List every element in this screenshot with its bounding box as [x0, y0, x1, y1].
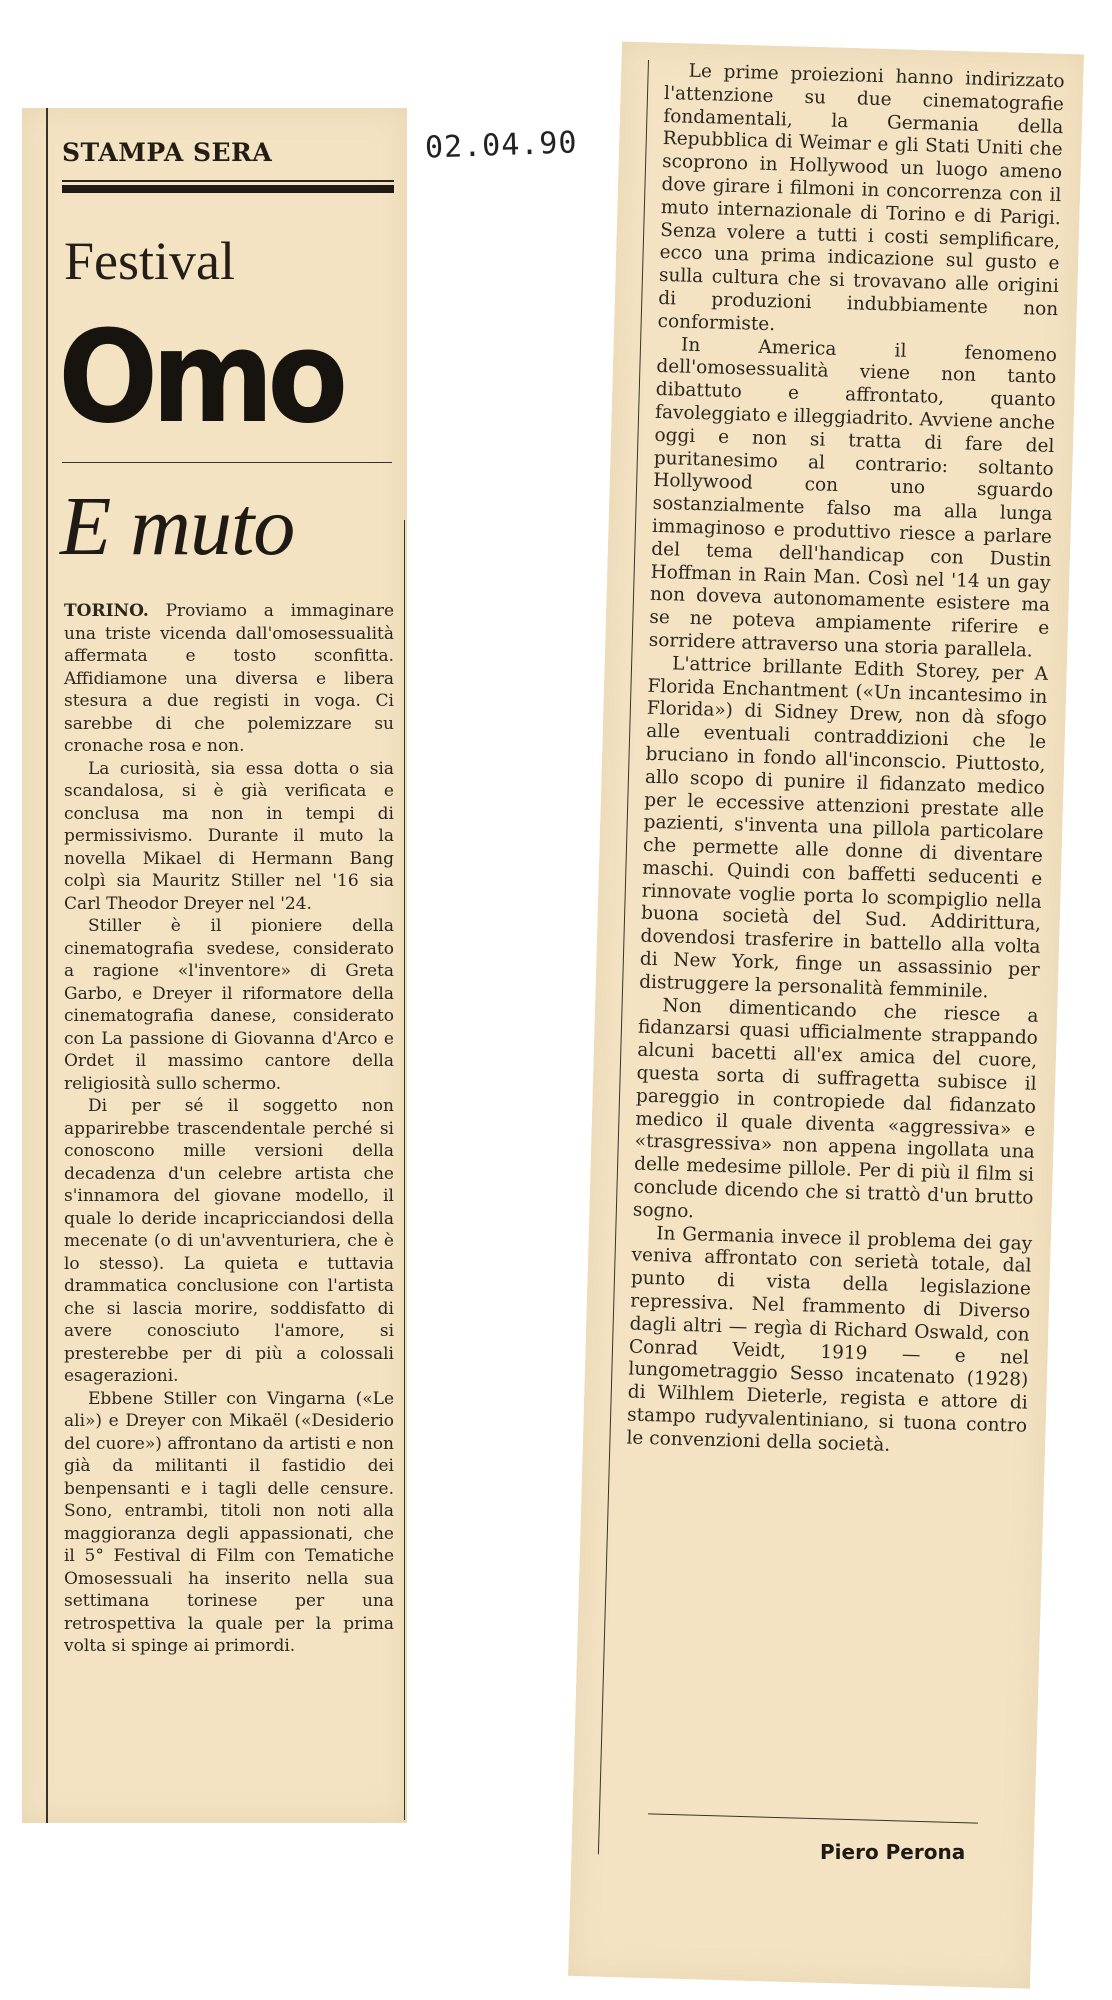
paragraph: La curiosità, sia essa dotta o sia scandalosa, si è già verificata e conclusa ma non in tempi di permissivismo. Durante il muto la novella Mikael di Hermann Bang colpì sia Mauritz Stiller nel '16 sia Carl Theodor Dreyer nel '24.: [64, 758, 394, 914]
handwritten-date: 02.04.90: [424, 125, 579, 166]
article-body-right: [626, 60, 1065, 1461]
column-rule-left: [46, 108, 48, 1823]
article-subhead: E muto: [60, 480, 295, 573]
article-headline: Omo: [58, 302, 342, 452]
paragraph: Ebbene Stiller con Vingarna («Le ali») e Dreyer con Mikaël («Desiderio del cuore») affrontano da artisti e non già da militanti il fastidio dei benpensanti e i tagli delle censure. Sono, entrambi, titoli non noti alla maggioranza degli appassionati, che il 5° Festival di Film con Tematiche Omosessuali ha inserito nella sua settimana torinese per una retrospettiva la quale per la prima volta si spinge ai primordi.: [64, 1388, 394, 1656]
article-kicker: Festival: [64, 231, 235, 291]
author-byline: Piero Perona: [820, 1840, 966, 1864]
paragraph: TORINO. Proviamo a immaginare una triste vicenda dall'omosessualità affermata e tosto sconfitta. Affidiamone una diversa e libera stesura a due registi in voga. Ci sarebbe di che polemizzare su cronache rosa e non.: [64, 601, 394, 756]
article-body-left: [64, 600, 394, 1658]
paragraph: Stiller è il pioniere della cinematografia svedese, considerato a ragione «l'inventore» di Greta Garbo, e Dreyer il riformatore della cinematografia danese, considerato con La passione di Giovanna d'Arco e Ordet il massimo cantore della religiosità sullo schermo.: [64, 916, 394, 1094]
masthead-rule-thin: [62, 180, 394, 182]
paragraph: L'attrice brillante Edith Storey, per A Florida Enchantment («Un incantesimo in Florida») di Sidney Drew, non dà sfogo alle eventuali contraddizioni che le bruciano in fondo all'inconscio. Piuttosto, allo scopo di punire il fidanzato medico per le eccessive attenzioni prestate alle pazienti, s'inventa una pillola particolare che permette alle donne di diventare maschi. Quindi con baffetti seducenti e rinnovate voglie porta lo scompiglio nella buona società del Sud. Addirittura, dovendosi trasferire in battello alla volta di New York, finge un assassinio per distruggere la personalità femminile.: [638, 653, 1049, 1003]
paragraph: Le prime proiezioni hanno indirizzato l'attenzione su due cinematografie fondamentali, la Germania della Repubblica di Weimar e gli Stati Uniti che scoprono in Hollywood un luogo ameno dove girare i filmoni in concorrenza con il muto internazionale di Torino e di Parigi. Senza volere a tutti i costi semplificare, ecco una prima indicazione sul gusto e sulla cultura che si trovavano alle origini di produzioni indubbiamente non conformiste.: [657, 60, 1065, 335]
newspaper-masthead: STAMPA SERA: [62, 138, 273, 167]
headline-rule: [62, 462, 392, 463]
paragraph: Di per sé il soggetto non apparirebbe trascendentale perché si conoscono mille versioni della decadenza d'un celebre artista che s'innamora del giovane modello, il quale lo deride incapricciandosi della mecenate (o di un'avventuriera, che è lo stesso). La quieta e tuttavia drammatica conclusione con l'artista che si lascia morire, soddisfatto di avere conosciuto l'amore, si presterebbe per di più a colossali esagerazioni.: [64, 1096, 394, 1386]
paragraph: In America il fenomeno dell'omosessualità viene non tanto dibattuto e affrontato, quanto favoleggiato e illeggiadrito. Avviene anche oggi e non si tratta di fare del puritanesimo al contrario: soltanto Hollywood con uno sguardo sostanzialmente falso ma alla lunga immaginoso e produttivo riesce a parlare del tema dell'handicap con Dustin Hoffman in Rain Man. Così nel '14 un gay non doveva autonomamente esistere ma se ne poteva ampiamente riferire e sorridere attraverso una storia parallela.: [648, 334, 1058, 662]
paragraph: In Germania invece il problema dei gay veniva affrontato con serietà totale, dal punto di vista della legislazione repressiva. Nel frammento di Diverso dagli altri — regìa di Richard Oswald, con Conrad Veidt, 1919 — e nel lungometraggio Sesso incatenato (1928) di Wilhlem Dieterle, regista e attore di stampo rudyvalentiniano, si tuona contro le convenzioni della società.: [626, 1222, 1033, 1456]
dateline: TORINO.: [64, 601, 149, 621]
masthead-rule-thick: [62, 185, 394, 193]
column-rule-left-edge: [404, 520, 405, 1820]
paragraph: Non dimenticando che riesce a fidanzarsi quasi ufficialmente strappando alcuni bacetti all'ex amica del cuore, questa sorta di suffragetta subisce il pareggio in contropiede dal fidanzato medico il quale diventa «aggressiva» e «trasgressiva» non appena ingollata una delle medesime pillole. Per di più il film si conclude dicendo che si trattò d'un brutto sogno.: [632, 994, 1039, 1223]
